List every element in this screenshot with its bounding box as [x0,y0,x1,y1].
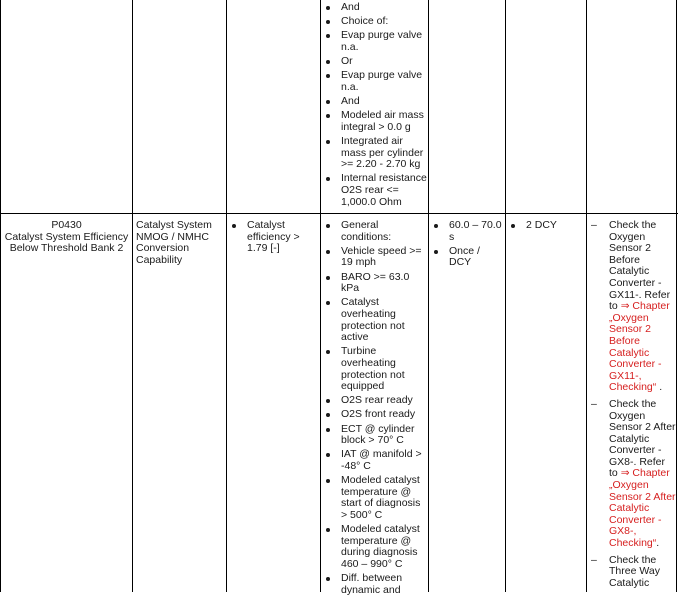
list-item: Choice of: [321,16,427,28]
chapter-link[interactable]: ⇒ Chapter „Oxygen Sensor 2 After Catalytic Converter - GX8-, Checking“ [609,467,676,550]
list-item: BARO >= 63.0 kPa [321,272,427,295]
list-item: IAT @ manifold > -48° C [321,449,427,472]
diagnostic-checks-list [587,220,676,589]
top-row-conditions-list [321,2,427,208]
list-item: 60.0 – 70.0 s [429,220,505,243]
column-divider [226,0,227,592]
list-item: Vehicle speed >= 19 mph [321,246,427,269]
row-divider [0,213,678,214]
column-divider [132,0,133,592]
dtc-cell [2,220,131,255]
list-item: Internal resistance O2S rear <= 1,000.0 Ohm [321,173,427,208]
enable-conditions-list [321,220,427,596]
top-row-conditions-cell [321,2,427,211]
time-required-cell [429,220,505,272]
time-required-list [429,220,505,269]
column-divider [676,0,677,592]
list-item: General conditions: [321,220,427,243]
chapter-link[interactable]: ⇒ Chapter „Oxygen Sensor 2 Before Catalytic Converter - GX11-, Checking“ [609,300,670,394]
dtc-code: P0430 [51,219,82,231]
diagnostic-checks-cell [587,220,676,594]
list-item: O2S rear ready [321,395,427,407]
column-divider [428,0,429,592]
check-item [587,399,676,550]
list-item: ECT @ cylinder block > 70° C [321,424,427,447]
list-item: Evap purge valve n.a. [321,70,427,93]
list-item: And [321,2,427,14]
list-item: Integrated air mass per cylinder >= 2.20 - 2.70 kg [321,136,427,171]
list-item: Or [321,56,427,68]
check-text: Check the Oxygen Sensor 2 After Catalytic Converter - GX8-. Refer to [609,397,676,480]
enable-conditions-cell [321,220,427,599]
list-item: O2S front ready [321,409,427,421]
check-text: Check the Oxygen Sensor 2 Before Catalytic Converter - GX11-. Refer to [609,219,671,313]
check-text-end: . [656,381,663,394]
list-item: 2 DCY [506,220,585,232]
list-item: Modeled catalyst temperature @ start of diagnosis > 500° C [321,475,427,521]
column-divider [505,0,506,592]
monitor-strategy: Catalyst System NMOG / NMHC Conversion Capability [136,219,212,266]
list-item: Evap purge valve n.a. [321,30,427,53]
mil-illumination-list [506,220,585,232]
list-item: Once / DCY [429,246,505,269]
check-item [587,555,676,590]
list-item: Modeled air mass integral > 0.0 g [321,110,427,133]
check-text: Check the Three Way Catalytic [609,553,660,589]
mil-illumination-cell [506,220,585,234]
column-divider [0,0,1,592]
check-text-end: . [656,537,660,550]
monitor-cell [136,220,222,266]
malfunction-criteria-list [227,220,319,255]
dtc-description: Catalyst System Efficiency Below Threshold Bank 2 [4,230,129,255]
check-item [587,220,676,394]
list-item: And [321,96,427,108]
list-item: Turbine overheating protection not equipped [321,346,427,392]
list-item: Catalyst overheating protection not active [321,297,427,343]
list-item: Modeled catalyst temperature @ during diagnosis 460 – 990° C [321,524,427,570]
malfunction-criteria-cell [227,220,319,257]
list-item: Catalyst efficiency > 1.79 [-] [227,220,319,255]
list-item: Diff. between dynamic and [321,573,427,596]
